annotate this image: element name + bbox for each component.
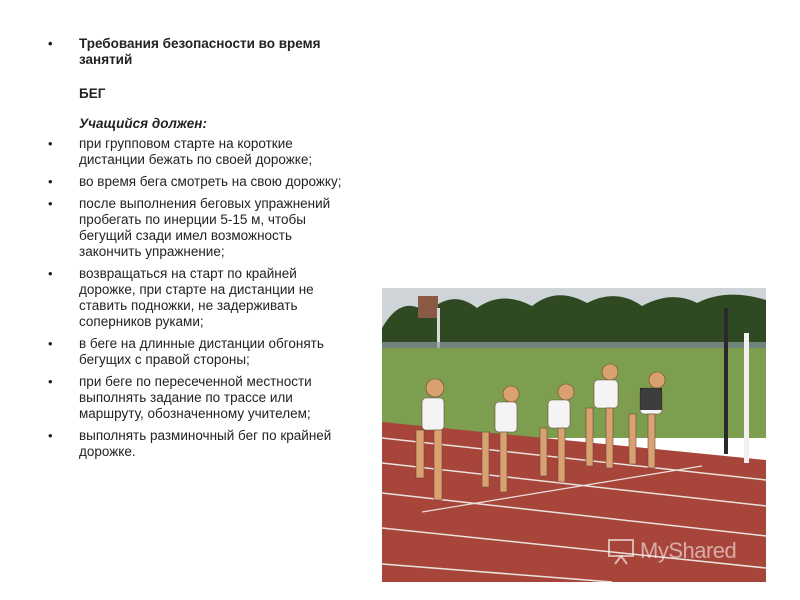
- list-item: [48, 196, 343, 260]
- list-item-text: во время бега смотреть на свою дорожку;: [79, 174, 342, 189]
- list-item-text: выполнять разминочный бег по крайней дорожке.: [79, 428, 332, 459]
- list-item: [48, 374, 343, 422]
- list-item-text: при беге по пересеченной местности выполнять задание по трассе или маршруту, обозначенному учителем;: [79, 374, 312, 421]
- bullet: •: [48, 336, 53, 351]
- lead-text: Учащийся должен:: [79, 116, 207, 131]
- text-column: [48, 36, 343, 466]
- list-item-text: возвращаться на старт по крайней дорожке, при старте на дистанции не ставить подножки, не задерживать соперников руками;: [79, 266, 314, 329]
- watermark-text: MyShared: [640, 538, 737, 563]
- watermark: [606, 536, 736, 566]
- bullet: •: [48, 174, 53, 189]
- list-item-text: после выполнения беговых упражнений пробегать по инерции 5-15 м, чтобы бегущий сзади имел возможность закончить упражнение;: [79, 196, 331, 259]
- slide-title: Требования безопасности во время занятий: [79, 36, 321, 67]
- section-heading: БЕГ: [79, 86, 106, 101]
- list-item: [48, 174, 343, 190]
- list-item: [48, 336, 343, 368]
- bullet: •: [48, 136, 53, 151]
- list-item-text: в беге на длинные дистанции обгонять бегущих с правой стороны;: [79, 336, 324, 367]
- list-item: [48, 266, 343, 330]
- projector-screen-icon: [606, 536, 636, 566]
- bullet: •: [48, 374, 53, 389]
- bullet: •: [48, 36, 53, 51]
- slide-title-row: [48, 36, 343, 68]
- list-item-text: при групповом старте на короткие дистанции бежать по своей дорожке;: [79, 136, 313, 167]
- bullet: •: [48, 428, 53, 443]
- bullet: •: [48, 196, 53, 211]
- bullet: •: [48, 266, 53, 281]
- list-item: [48, 428, 343, 460]
- list-item: [48, 136, 343, 168]
